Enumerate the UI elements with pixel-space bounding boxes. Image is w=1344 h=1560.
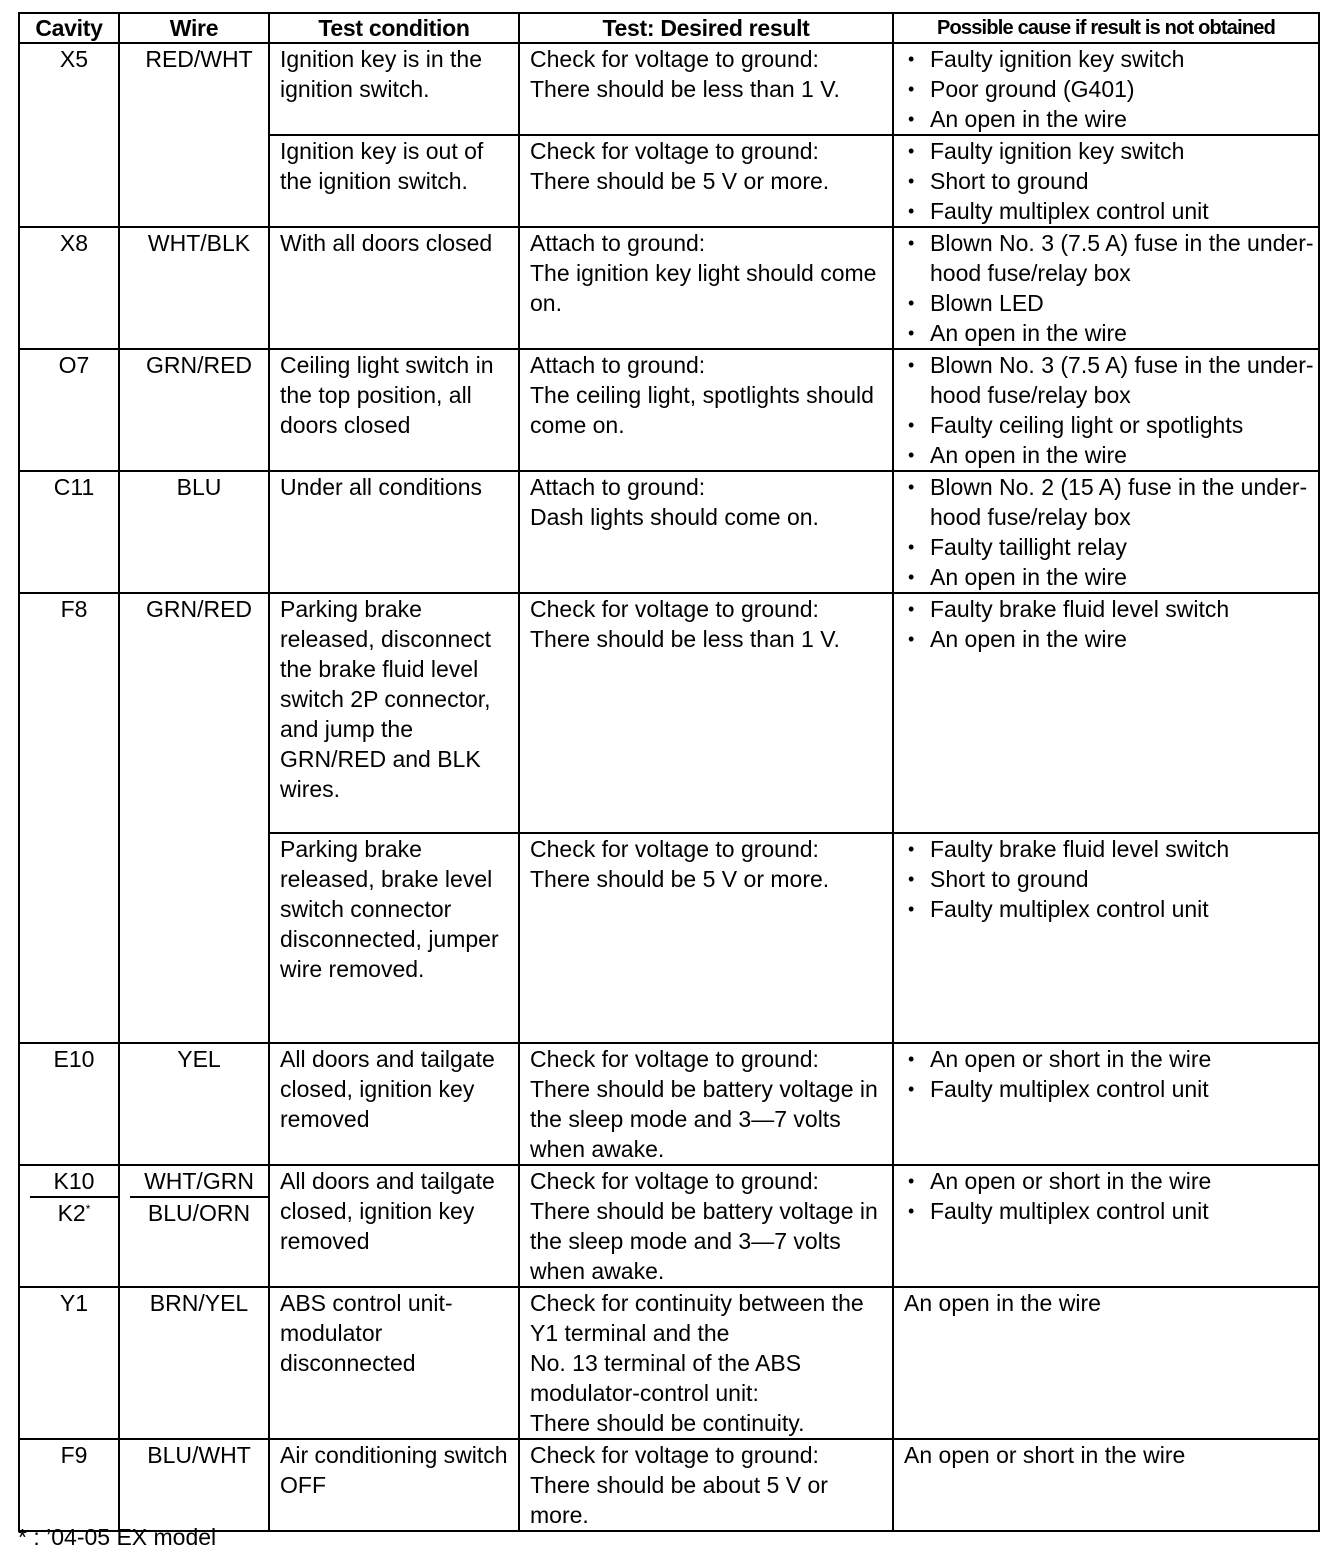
wire-value: WHT/GRN: [130, 1166, 268, 1198]
test-condition-cell: All doors and tailgate closed, ignition key removed: [269, 1165, 519, 1287]
test-condition-cell: Parking brake released, brake level switch connector disconnected, jumper wire removed.: [269, 833, 519, 1043]
desired-result-cell: Attach to ground: The ignition key light should come on.: [519, 227, 893, 349]
cause-item: • Blown LED: [904, 288, 1318, 318]
possible-cause-cell: [893, 349, 1319, 471]
possible-cause-cell: [893, 135, 1319, 227]
possible-cause-cell: An open or short in the wire: [893, 1439, 1319, 1531]
cause-item: • Short to ground: [904, 864, 1318, 894]
cause-item: • Blown No. 3 (7.5 A) fuse in the under-hood fuse/relay box: [904, 228, 1318, 288]
table-row: [19, 1043, 1319, 1165]
header-desired-result: Test: Desired result: [519, 13, 893, 43]
cavity-cell: X8: [19, 227, 119, 349]
test-condition-cell: All doors and tailgate closed, ignition key removed: [269, 1043, 519, 1165]
diagnostic-table: [18, 12, 1320, 1532]
cause-list: [904, 350, 1318, 470]
cause-item: • Faulty brake fluid level switch: [904, 594, 1318, 624]
wire-cell: RED/WHT: [119, 43, 269, 227]
table-row: [19, 1165, 1319, 1287]
wire-cell: WHT/BLK: [119, 227, 269, 349]
cause-list: [904, 594, 1318, 654]
desired-result-cell: Attach to ground: The ceiling light, spotlights should come on.: [519, 349, 893, 471]
cause-item: • Faulty multiplex control unit: [904, 196, 1318, 226]
cause-item: • An open in the wire: [904, 104, 1318, 134]
desired-result-cell: Check for voltage to ground: There should be battery voltage in the sleep mode and 3—7 volts when awake.: [519, 1043, 893, 1165]
cavity-cell: E10: [19, 1043, 119, 1165]
cause-item: • An open or short in the wire: [904, 1044, 1318, 1074]
cause-item: • Blown No. 3 (7.5 A) fuse in the under-hood fuse/relay box: [904, 350, 1318, 410]
cause-list: [904, 1166, 1318, 1226]
desired-result-cell: Check for voltage to ground: There should be less than 1 V.: [519, 593, 893, 833]
test-condition-cell: Ignition key is in the ignition switch.: [269, 43, 519, 135]
wire-cell: GRN/RED: [119, 349, 269, 471]
footnote: * : ’04-05 EX model: [18, 1524, 217, 1550]
cause-list: [904, 136, 1318, 226]
cause-item: • An open in the wire: [904, 440, 1318, 470]
table-row: [19, 593, 1319, 833]
test-condition-cell: Ceiling light switch in the top position, all doors closed: [269, 349, 519, 471]
cavity-value: [30, 1198, 118, 1228]
wire-cell: [119, 1165, 269, 1287]
cavity-cell: Y1: [19, 1287, 119, 1439]
cause-list: [904, 472, 1318, 592]
cause-item: • An open in the wire: [904, 318, 1318, 348]
desired-result-cell: Check for voltage to ground: There should be 5 V or more.: [519, 833, 893, 1043]
table-body: [19, 43, 1319, 1531]
header-cavity: Cavity: [19, 13, 119, 43]
cause-item: • Faulty ignition key switch: [904, 136, 1318, 166]
cavity-cell: [19, 1165, 119, 1287]
possible-cause-cell: [893, 43, 1319, 135]
cavity-cell: F8: [19, 593, 119, 1043]
test-condition-cell: Air conditioning switch OFF: [269, 1439, 519, 1531]
wire-cell: GRN/RED: [119, 593, 269, 1043]
cause-item: • Faulty ignition key switch: [904, 44, 1318, 74]
cavity-value: K10: [30, 1166, 118, 1198]
cavity-cell: F9: [19, 1439, 119, 1531]
wire-cell: BRN/YEL: [119, 1287, 269, 1439]
desired-result-cell: Check for voltage to ground: There should be battery voltage in the sleep mode and 3—7 volts when awake.: [519, 1165, 893, 1287]
header-test-condition: Test condition: [269, 13, 519, 43]
header-possible-cause: Possible cause if result is not obtained: [893, 13, 1319, 43]
possible-cause-cell: [893, 833, 1319, 1043]
footnote-mark: *: [85, 1202, 91, 1216]
cavity-cell: O7: [19, 349, 119, 471]
desired-result-cell: Check for continuity between the Y1 terminal and the No. 13 terminal of the ABS modulator-control unit: There should be continuity.: [519, 1287, 893, 1439]
cause-list: [904, 1044, 1318, 1104]
desired-result-cell: Check for voltage to ground: There should be less than 1 V.: [519, 43, 893, 135]
header-wire: Wire: [119, 13, 269, 43]
possible-cause-cell: An open in the wire: [893, 1287, 1319, 1439]
cause-item: • Faulty multiplex control unit: [904, 894, 1318, 924]
cause-list: [904, 44, 1318, 134]
cause-item: • An open in the wire: [904, 562, 1318, 592]
desired-result-cell: Attach to ground: Dash lights should come on.: [519, 471, 893, 593]
cause-item: • Faulty multiplex control unit: [904, 1196, 1318, 1226]
page: [18, 12, 1318, 1550]
cavity-cell: X5: [19, 43, 119, 227]
table-row: [19, 1439, 1319, 1531]
cause-item: • Blown No. 2 (15 A) fuse in the under-hood fuse/relay box: [904, 472, 1318, 532]
cavity-value-text: K2: [57, 1200, 86, 1226]
table-row: [19, 43, 1319, 135]
desired-result-cell: Check for voltage to ground: There should be 5 V or more.: [519, 135, 893, 227]
possible-cause-cell: [893, 1165, 1319, 1287]
possible-cause-cell: [893, 227, 1319, 349]
wire-cell: BLU/WHT: [119, 1439, 269, 1531]
test-condition-cell: With all doors closed: [269, 227, 519, 349]
test-condition-cell: Parking brake released, disconnect the brake fluid level switch 2P connector, and jump the GRN/RED and BLK wires.: [269, 593, 519, 833]
cause-item: • Short to ground: [904, 166, 1318, 196]
cause-list: [904, 228, 1318, 348]
cause-item: • An open or short in the wire: [904, 1166, 1318, 1196]
cavity-cell: C11: [19, 471, 119, 593]
test-condition-cell: Ignition key is out of the ignition switch.: [269, 135, 519, 227]
possible-cause-cell: [893, 593, 1319, 833]
desired-result-cell: Check for voltage to ground: There should be about 5 V or more.: [519, 1439, 893, 1531]
cause-item: • Poor ground (G401): [904, 74, 1318, 104]
cause-item: • Faulty multiplex control unit: [904, 1074, 1318, 1104]
cause-item: • Faulty ceiling light or spotlights: [904, 410, 1318, 440]
wire-cell: BLU: [119, 471, 269, 593]
table-row: [19, 349, 1319, 471]
wire-value: BLU/ORN: [147, 1200, 251, 1226]
table-row: [19, 1287, 1319, 1439]
header-row: [19, 13, 1319, 43]
wire-cell: YEL: [119, 1043, 269, 1165]
table-row: [19, 227, 1319, 349]
cause-item: • Faulty brake fluid level switch: [904, 834, 1318, 864]
test-condition-cell: ABS control unit-modulator disconnected: [269, 1287, 519, 1439]
table-row: [19, 471, 1319, 593]
possible-cause-cell: [893, 1043, 1319, 1165]
test-condition-cell: Under all conditions: [269, 471, 519, 593]
cause-item: • An open in the wire: [904, 624, 1318, 654]
possible-cause-cell: [893, 471, 1319, 593]
cause-list: [904, 834, 1318, 924]
cause-item: • Faulty taillight relay: [904, 532, 1318, 562]
